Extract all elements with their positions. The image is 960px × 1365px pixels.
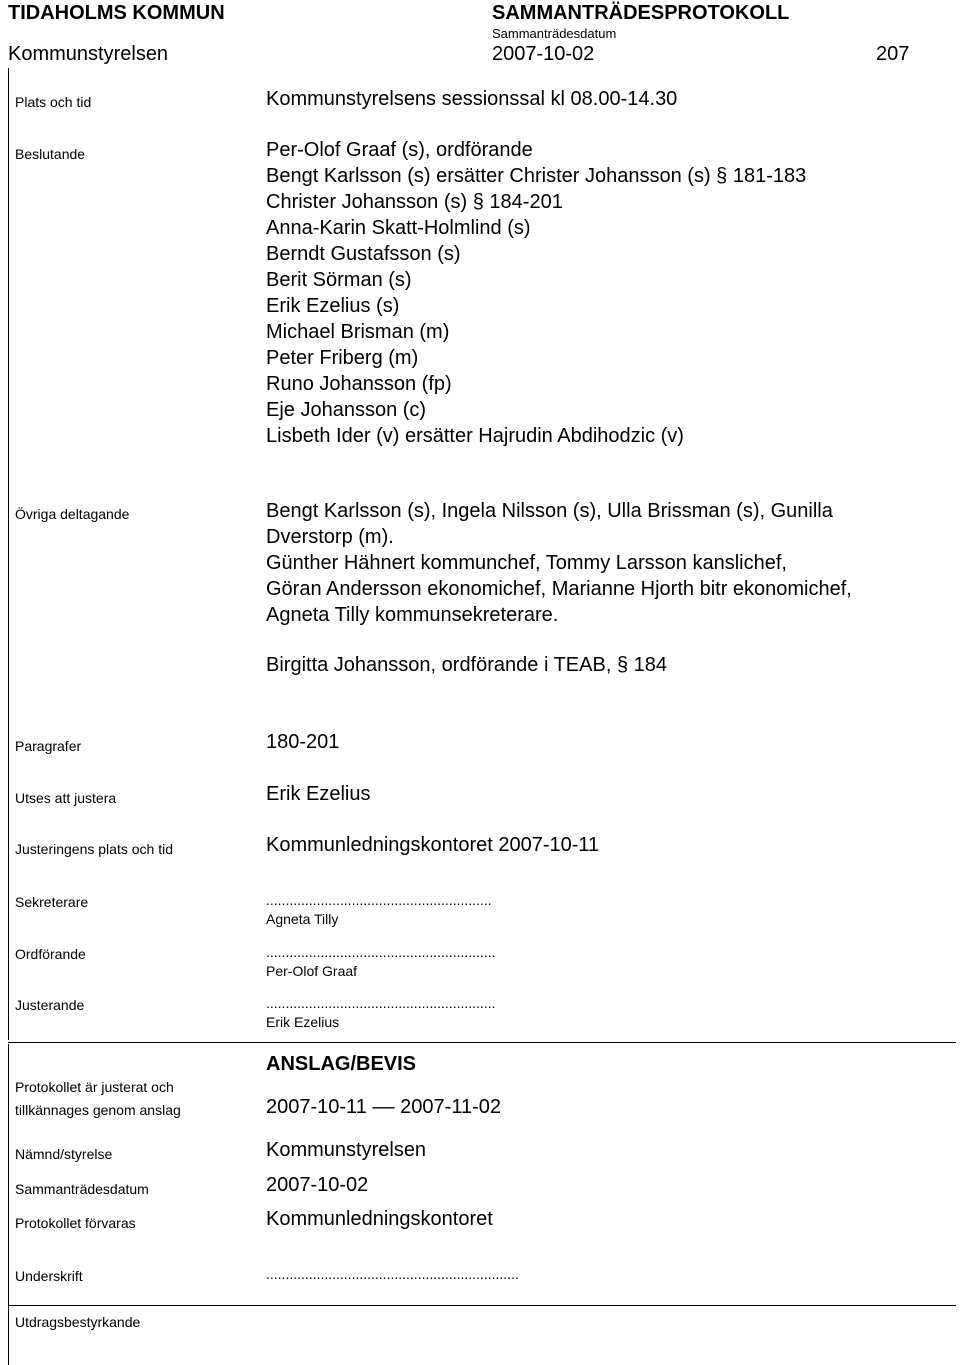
meeting-date: 2007-10-02 xyxy=(492,43,595,65)
signature-line: ................................................................. xyxy=(266,1266,519,1282)
board-label: Nämnd/styrelse xyxy=(15,1146,113,1162)
chair-name: Per-Olof Graaf xyxy=(266,963,358,979)
org-name: TIDAHOLMS KOMMUN xyxy=(8,2,225,24)
notice-period: 2007-10-11 –– 2007-11-02 xyxy=(266,1096,501,1118)
others-line: Dverstorp (m). xyxy=(266,526,394,548)
member-line: Michael Brisman (m) xyxy=(266,321,450,343)
member-line: Eje Johansson (c) xyxy=(266,399,427,421)
member-line: Berndt Gustafsson (s) xyxy=(266,243,461,265)
chair-signature-line: ........................................................... xyxy=(266,944,496,960)
extract-label: Utdragsbestyrkande xyxy=(15,1314,141,1330)
place-label: Plats och tid xyxy=(15,94,92,110)
others-line: Günther Hähnert kommunchef, Tommy Larsson kanslichef, xyxy=(266,552,787,574)
member-line: Runo Johansson (fp) xyxy=(266,373,452,395)
adjust-place-label: Justeringens plats och tid xyxy=(15,841,173,857)
notice-title: ANSLAG/BEVIS xyxy=(266,1053,417,1075)
others-line: Agneta Tilly kommunsekreterare. xyxy=(266,604,559,626)
member-line: Berit Sörman (s) xyxy=(266,269,412,291)
secretary-label: Sekreterare xyxy=(15,894,89,910)
adjust-place-value: Kommunledningskontoret 2007-10-11 xyxy=(266,834,600,856)
board-value: Kommunstyrelsen xyxy=(266,1139,427,1161)
section-divider xyxy=(8,1042,956,1043)
left-border-lower xyxy=(8,1044,9,1365)
document-type: SAMMANTRÄDESPROTOKOLL xyxy=(492,2,790,24)
adjusting-signature-line: ........................................................... xyxy=(266,995,496,1011)
notice-date-value: 2007-10-02 xyxy=(266,1174,369,1196)
paragraphs-label: Paragrafer xyxy=(15,738,82,754)
deciding-label: Beslutande xyxy=(15,146,86,162)
member-line: Bengt Karlsson (s) ersätter Christer Johansson (s) § 181-183 xyxy=(266,165,807,187)
page-number: 207 xyxy=(876,43,910,65)
secretary-signature-line: .......................................................... xyxy=(266,892,492,908)
adjusting-name: Erik Ezelius xyxy=(266,1014,340,1030)
paragraphs-value: 180-201 xyxy=(266,731,340,753)
deciding-members xyxy=(266,137,806,449)
secretary-name: Agneta Tilly xyxy=(266,911,339,927)
kept-label: Protokollet förvaras xyxy=(15,1215,136,1231)
member-line: Peter Friberg (m) xyxy=(266,347,419,369)
signature-label: Underskrift xyxy=(15,1268,83,1284)
committee-name: Kommunstyrelsen xyxy=(8,43,169,65)
left-border xyxy=(8,68,9,1040)
adjuster-label: Utses att justera xyxy=(15,790,117,806)
place-value: Kommunstyrelsens sessionssal kl 08.00-14.30 xyxy=(266,88,678,110)
others-label: Övriga deltagande xyxy=(15,506,130,522)
others-line: Göran Andersson ekonomichef, Marianne Hjorth bitr ekonomichef, xyxy=(266,578,852,600)
extract-divider xyxy=(8,1305,956,1306)
notice-date-label: Sammanträdesdatum xyxy=(15,1181,149,1197)
date-caption: Sammanträdesdatum xyxy=(492,26,617,41)
member-line: Lisbeth Ider (v) ersätter Hajrudin Abdihodzic (v) xyxy=(266,425,684,447)
others-extra: Birgitta Johansson, ordförande i TEAB, § 184 xyxy=(266,654,667,676)
adjuster-value: Erik Ezelius xyxy=(266,783,371,805)
member-line: Per-Olof Graaf (s), ordförande xyxy=(266,139,533,161)
notice-label-1: Protokollet är justerat och xyxy=(15,1079,174,1095)
notice-label-2: tillkännages genom anslag xyxy=(15,1102,181,1118)
others-list xyxy=(266,498,852,628)
adjusting-label: Justerande xyxy=(15,997,85,1013)
member-line: Erik Ezelius (s) xyxy=(266,295,400,317)
kept-value: Kommunledningskontoret xyxy=(266,1208,493,1230)
member-line: Anna-Karin Skatt-Holmlind (s) xyxy=(266,217,531,239)
chair-label: Ordförande xyxy=(15,946,86,962)
member-line: Christer Johansson (s) § 184-201 xyxy=(266,191,563,213)
others-line: Bengt Karlsson (s), Ingela Nilsson (s), Ulla Brissman (s), Gunilla xyxy=(266,500,833,522)
